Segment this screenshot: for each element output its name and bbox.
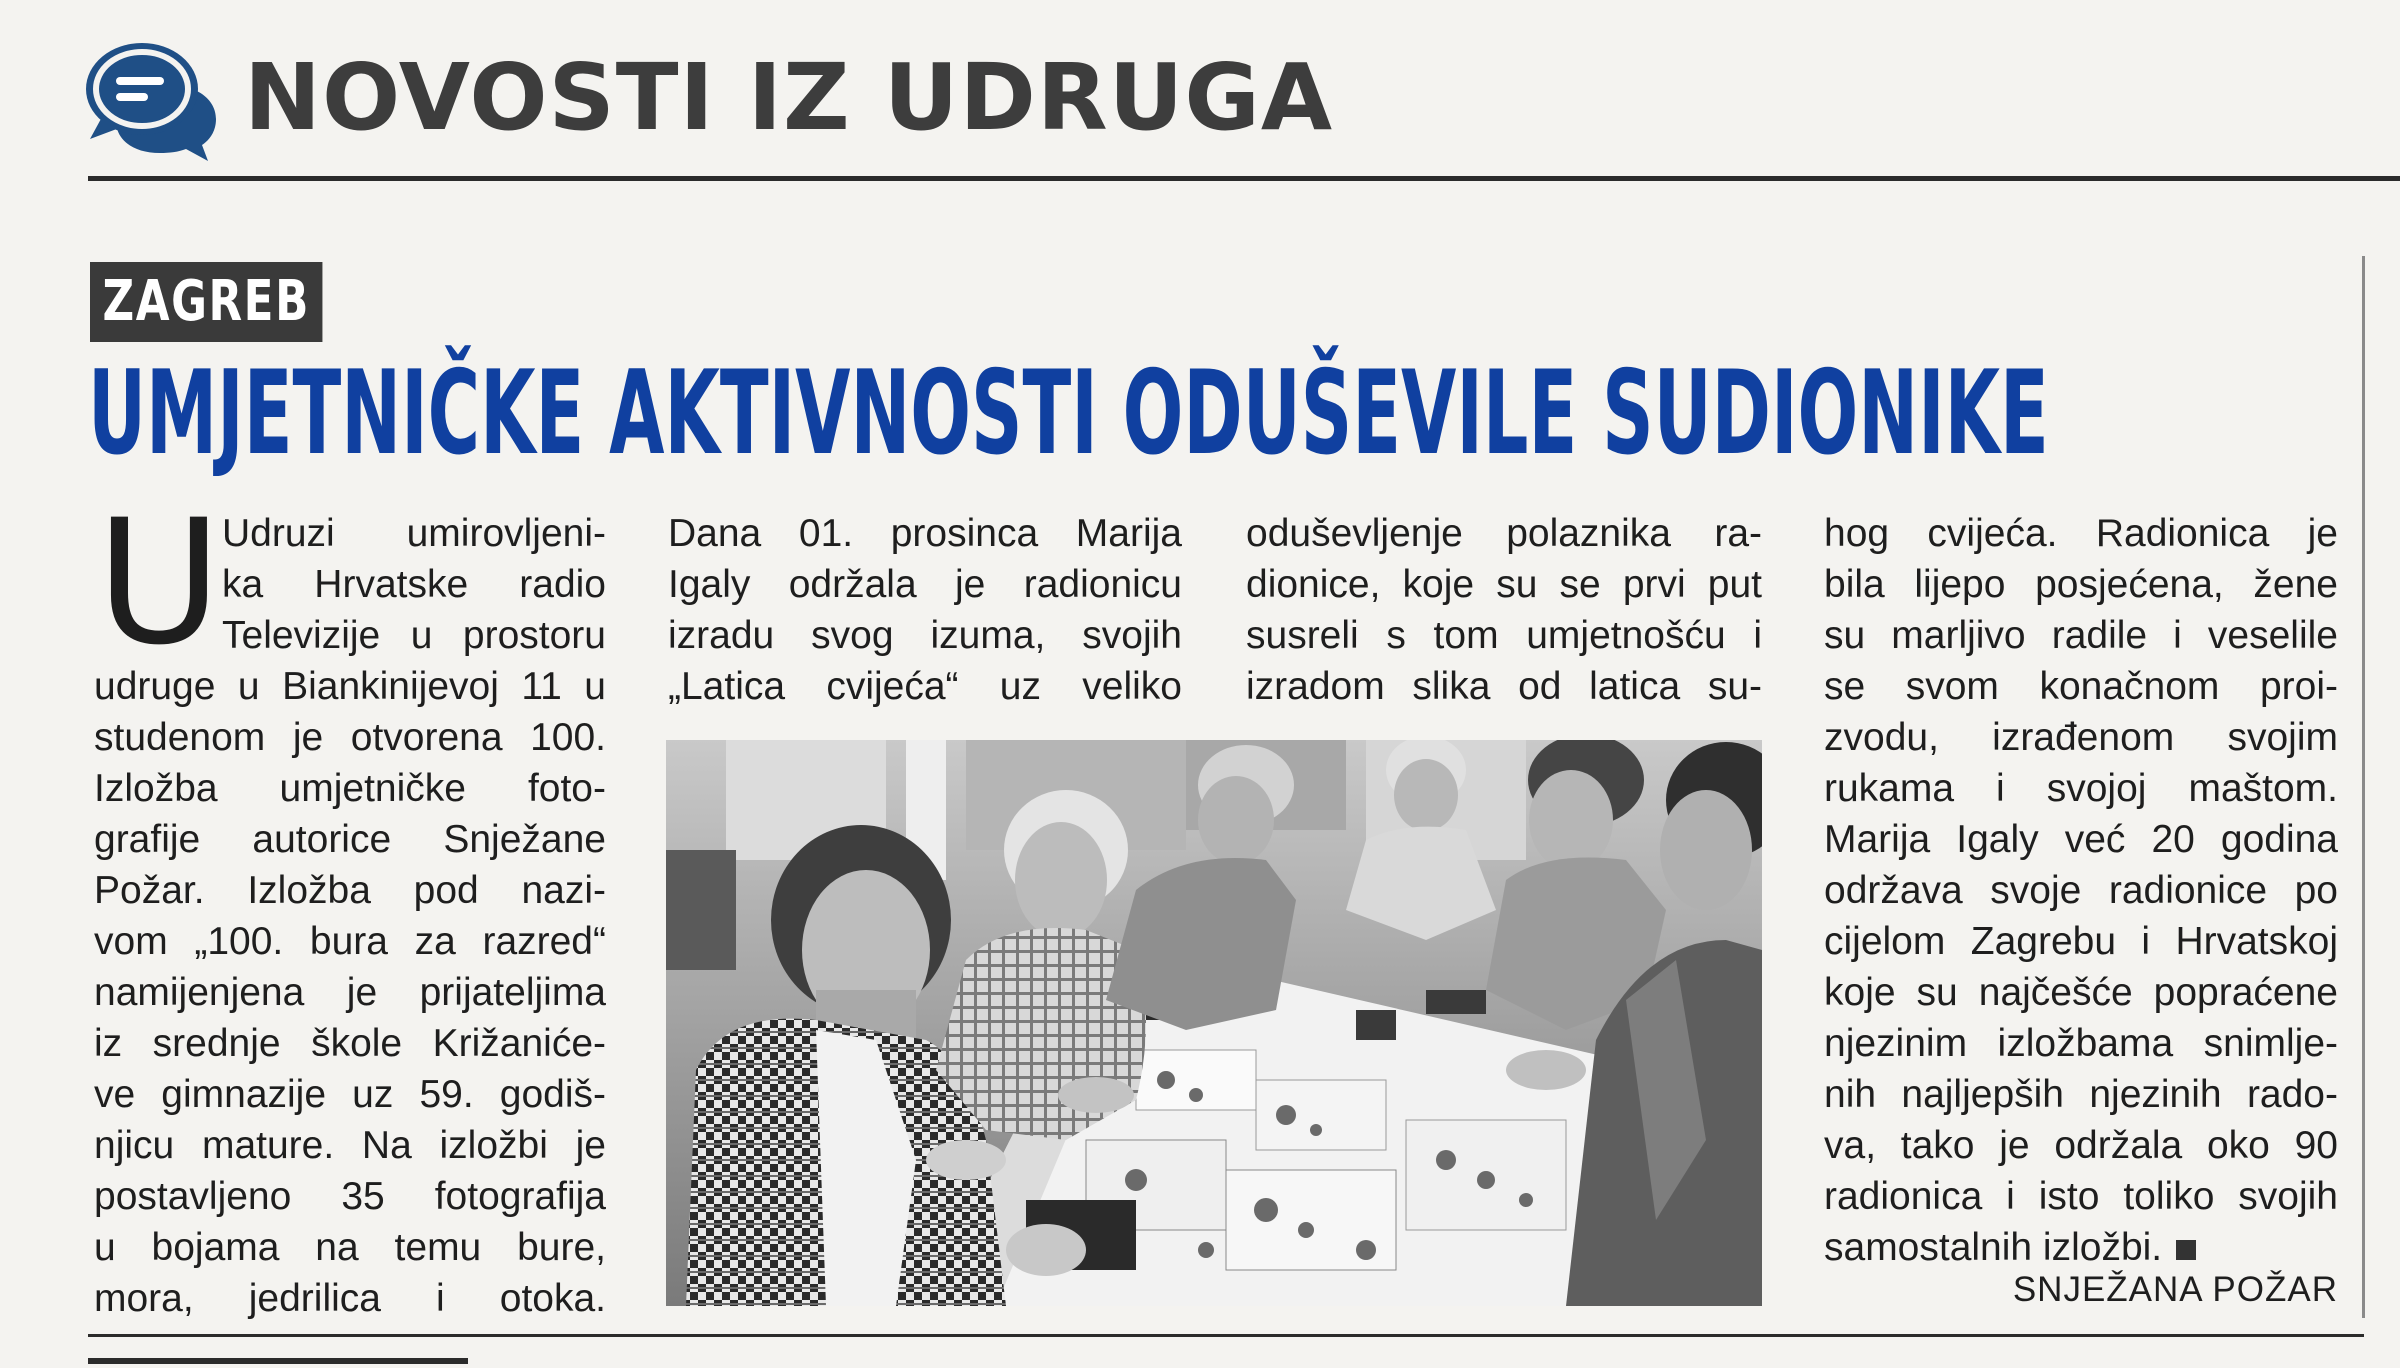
text-line: rukama i svojoj maštom. (1824, 767, 2338, 810)
text-line: izradu svog izuma, svojih (668, 614, 1182, 657)
workshop-photo (666, 740, 1762, 1306)
text-line: njezinim izložbama snimlje- (1824, 1022, 2338, 1065)
author-byline: SNJEŽANA POŽAR (2012, 1270, 2338, 1309)
text-line: Igaly održala je radionicu (668, 563, 1182, 606)
text-line: Televizije u prostoru (222, 614, 606, 657)
end-of-article-mark (2176, 1240, 2196, 1260)
text-line: Izložba umjetničke foto- (94, 767, 606, 810)
header-divider (88, 176, 2400, 181)
text-line: dionice, koje su se prvi put (1246, 563, 1762, 606)
text-line: mora, jedrilica i otoka. (94, 1277, 606, 1320)
text-line: grafije autorice Snježane (94, 818, 606, 861)
text-line: udruge u Biankinijevoj 11 u (94, 665, 606, 708)
text-line: Požar. Izložba pod nazi- (94, 869, 606, 912)
text-line: bila lijepo posjećena, žene (1824, 563, 2338, 606)
footer-divider (88, 1334, 2364, 1337)
text-line: se svom konačnom proi- (1824, 665, 2338, 708)
article-column-4 (1824, 508, 2338, 1273)
text-line: zvodu, izrađenom svojim (1824, 716, 2338, 759)
article-headline: UMJETNIČKE AKTIVNOSTI ODUŠEVILE SUDIONIKE (88, 346, 2049, 481)
chat-bubbles-icon (82, 33, 222, 163)
text-line: Udruzi umirovljeni- (222, 512, 606, 555)
drop-cap: U (96, 482, 222, 683)
text-line: studenom je otvorena 100. (94, 716, 606, 759)
section-title: NOVOSTI IZ UDRUGA (244, 44, 1334, 151)
workshop-photo-illustration (666, 740, 1762, 1306)
text-line: ka Hrvatske radio (222, 563, 606, 606)
text-line: oduševljenje polaznika ra- (1246, 512, 1762, 555)
text-line: njicu mature. Na izložbi je (94, 1124, 606, 1167)
text-line: su marljivo radile i veselile (1824, 614, 2338, 657)
text-line: cijelom Zagrebu i Hrvatskoj (1824, 920, 2338, 963)
text-line: susreli s tom umjetnošću i (1246, 614, 1762, 657)
text-line: namijenjena je prijateljima (94, 971, 606, 1014)
section-header (82, 38, 1333, 158)
text-line: održava svoje radionice po (1824, 869, 2338, 912)
article-column-1 (94, 482, 606, 1324)
text-line: izradom slika od latica su- (1246, 665, 1762, 708)
text-line: ve gimnazije uz 59. godiš- (94, 1073, 606, 1116)
text-line: koje su najčešće popraćene (1824, 971, 2338, 1014)
text-line: iz srednje škole Križaniće- (94, 1022, 606, 1065)
text-line: Dana 01. prosinca Marija (668, 512, 1182, 555)
text-line: u bojama na temu bure, (94, 1226, 606, 1269)
footer-accent-rule (88, 1358, 468, 1364)
text-line: vom „100. bura za razred“ (94, 920, 606, 963)
article-column-3 (1246, 508, 1762, 712)
text-line (1824, 1222, 2338, 1273)
article-column-2 (668, 508, 1182, 712)
text-line: „Latica cvijeća“ uz veliko (668, 665, 1182, 708)
last-line-text: samostalnih izložbi. (1824, 1226, 2163, 1269)
column-divider (2362, 256, 2365, 1318)
text-line: hog cvijeća. Radionica je (1824, 512, 2338, 555)
location-badge: ZAGREB (90, 262, 322, 342)
text-line: postavljeno 35 fotografija (94, 1175, 606, 1218)
text-line: va, tako je održala oko 90 (1824, 1124, 2338, 1167)
text-line: radionica i isto toliko svojih (1824, 1175, 2338, 1218)
text-line: nih najljepših njezinih rado- (1824, 1073, 2338, 1116)
text-line: Marija Igaly već 20 godina (1824, 818, 2338, 861)
